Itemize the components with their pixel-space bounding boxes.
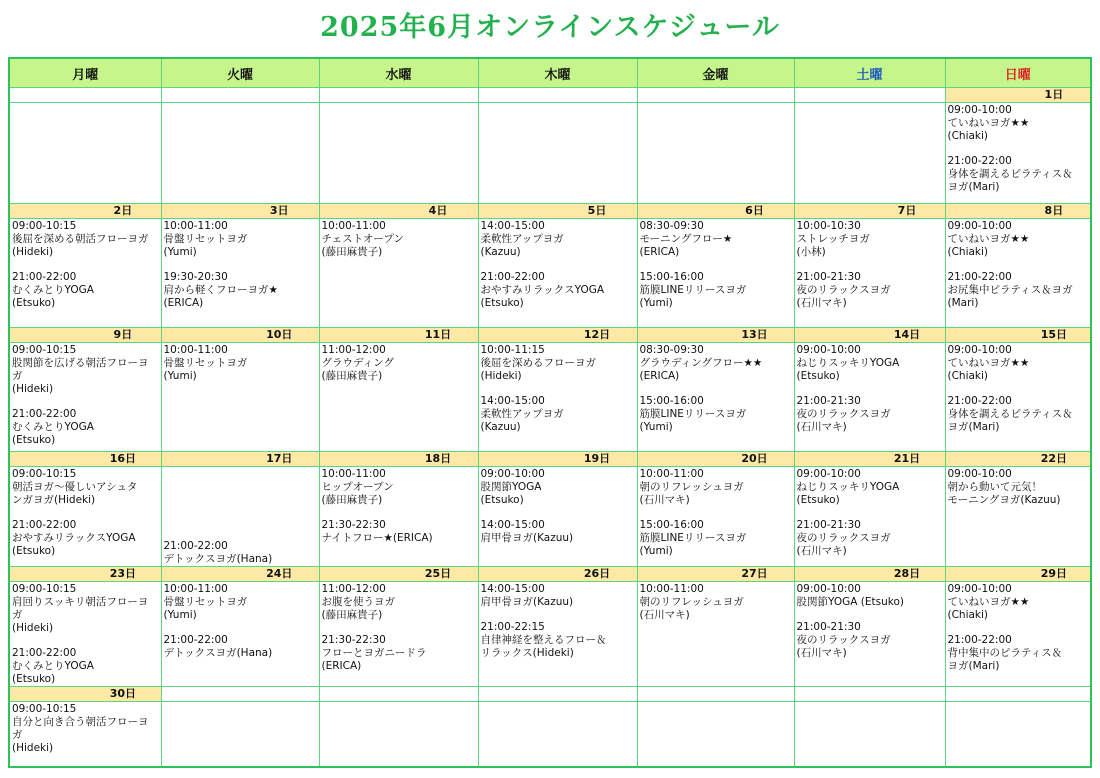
class-time: 21:30-22:30	[321, 519, 386, 531]
date-cell	[945, 328, 1091, 343]
date-cell	[319, 687, 478, 702]
class-entry[interactable]	[479, 270, 637, 310]
date-cell	[945, 204, 1091, 219]
class-time: 21:00-22:00	[12, 519, 77, 531]
class-entry[interactable]	[320, 343, 478, 383]
date-cell	[637, 567, 794, 582]
class-title: 骨盤リセットヨガ (Yumi)	[163, 357, 248, 382]
day-cell	[9, 582, 161, 687]
class-entry[interactable]	[479, 620, 637, 660]
class-time: 08:30-09:30	[639, 344, 704, 356]
class-entry[interactable]	[795, 394, 945, 434]
date-label: 3日	[269, 204, 289, 217]
class-time: 09:00-10:15	[12, 220, 77, 232]
date-label: 25日	[424, 567, 452, 580]
date-row	[9, 88, 1091, 103]
class-title: デトックスヨガ(Hana)	[163, 553, 273, 565]
class-entry[interactable]	[638, 343, 794, 383]
date-label: 11日	[424, 328, 452, 341]
date-label: 19日	[583, 452, 611, 465]
class-entry[interactable]	[795, 270, 945, 310]
date-label: 18日	[424, 452, 452, 465]
class-entry[interactable]	[479, 219, 637, 259]
class-entry[interactable]	[10, 582, 161, 635]
class-title: グラウディングフロー★★ (ERICA)	[639, 357, 763, 382]
date-cell	[161, 687, 319, 702]
class-time: 15:00-16:00	[639, 271, 704, 283]
date-label: 5日	[587, 204, 607, 217]
class-title: 後屈を深めるフローヨガ (Hideki)	[480, 357, 596, 382]
class-title: ヒップオープン (藤田麻貴子)	[321, 481, 394, 506]
date-cell	[161, 452, 319, 467]
date-label: 4日	[428, 204, 448, 217]
class-entry[interactable]	[946, 343, 1091, 383]
class-time: 21:00-22:00	[12, 647, 77, 659]
class-title: おやすみリラックスYOGA (Etsuko)	[12, 532, 136, 557]
date-label: 16日	[109, 452, 137, 465]
class-title: ねじりスッキリYOGA (Etsuko)	[796, 357, 900, 382]
class-entry[interactable]	[10, 270, 161, 310]
date-row	[9, 567, 1091, 582]
day-cell	[794, 702, 945, 768]
day-cell	[637, 103, 794, 204]
class-time: 09:00-10:15	[12, 703, 77, 715]
day-cell	[637, 702, 794, 768]
class-title: 股関節を広げる朝活フローヨガ (Hideki)	[12, 357, 149, 395]
class-title: 自律神経を整えるフロー＆ リラックス(Hideki)	[480, 634, 607, 659]
class-title: グラウディング (藤田麻貴子)	[321, 357, 394, 382]
day-cell	[478, 582, 637, 687]
date-label: 10日	[266, 328, 293, 341]
class-time: 10:00-11:00	[321, 468, 386, 480]
class-title: 肩回りスッキリ朝活フローヨガ (Hideki)	[12, 596, 149, 634]
day-cell	[319, 343, 478, 452]
class-entry[interactable]	[320, 633, 478, 673]
day-cell	[161, 467, 319, 567]
class-title: 身体を調えるピラティス＆ ヨガ(Mari)	[947, 168, 1073, 193]
day-cell	[637, 582, 794, 687]
date-cell	[319, 328, 478, 343]
class-entry[interactable]	[479, 343, 637, 383]
date-label: 9日	[113, 328, 133, 341]
weekday-friday: 金曜	[637, 58, 794, 88]
class-time: 10:00-11:00	[639, 468, 704, 480]
date-cell	[9, 204, 161, 219]
class-entry[interactable]	[10, 407, 161, 447]
date-label: 7日	[897, 204, 917, 217]
day-cell	[161, 103, 319, 204]
class-title: 後屈を深める朝活フローヨガ (Hideki)	[12, 233, 149, 258]
weekday-sunday: 日曜	[945, 58, 1091, 88]
class-entry[interactable]	[10, 646, 161, 686]
class-entry[interactable]	[479, 394, 637, 434]
date-cell	[945, 88, 1091, 103]
class-entry[interactable]	[795, 582, 945, 609]
class-title: 背中集中のピラティス＆ ヨガ(Mari)	[947, 647, 1063, 672]
class-time: 09:00-10:00	[947, 104, 1012, 116]
class-title: 朝活ヨガ～優しいアシュタ ンガヨガ(Hideki)	[12, 481, 138, 506]
class-title: 骨盤リセットヨガ (Yumi)	[163, 233, 248, 258]
class-entry[interactable]	[946, 394, 1091, 434]
class-entry[interactable]	[946, 633, 1091, 673]
date-label: 17日	[266, 452, 293, 465]
class-entry[interactable]	[320, 219, 478, 259]
date-cell	[161, 204, 319, 219]
date-cell	[637, 328, 794, 343]
date-row	[9, 687, 1091, 702]
class-time: 21:30-22:30	[321, 634, 386, 646]
date-cell	[478, 328, 637, 343]
day-cell	[161, 702, 319, 768]
date-cell	[319, 204, 478, 219]
class-entry[interactable]	[320, 518, 478, 545]
date-row	[9, 328, 1091, 343]
class-time: 21:00-22:00	[163, 540, 228, 552]
class-title: 肩甲骨ヨガ(Kazuu)	[480, 532, 574, 544]
class-time: 11:00-12:00	[321, 583, 386, 595]
date-cell	[794, 567, 945, 582]
class-time: 10:00-11:00	[163, 583, 228, 595]
class-entry[interactable]	[10, 702, 161, 755]
day-cell	[319, 467, 478, 567]
day-cell	[319, 582, 478, 687]
date-label: 15日	[1040, 328, 1068, 341]
date-cell	[945, 687, 1091, 702]
day-cell	[478, 467, 637, 567]
class-entry[interactable]	[479, 582, 637, 609]
day-cell	[9, 103, 161, 204]
date-cell	[637, 687, 794, 702]
date-label: 24日	[266, 567, 293, 580]
date-row	[9, 204, 1091, 219]
date-label: 8日	[1044, 204, 1064, 217]
date-row	[9, 452, 1091, 467]
class-title: 夜のリラックスヨガ (石川マキ)	[796, 532, 891, 557]
date-cell	[319, 567, 478, 582]
day-cell	[637, 467, 794, 567]
class-time: 21:00-22:00	[163, 634, 228, 646]
class-time: 21:00-22:00	[12, 408, 77, 420]
date-cell	[945, 567, 1091, 582]
date-label: 2日	[113, 204, 133, 217]
class-title: 朝から動いて元気！ モーニングヨガ(Kazuu)	[947, 481, 1061, 506]
day-cell	[9, 467, 161, 567]
class-time: 09:00-10:00	[796, 583, 861, 595]
class-row	[9, 343, 1091, 452]
class-time: 21:00-21:30	[796, 395, 861, 407]
date-cell	[161, 328, 319, 343]
date-cell	[161, 88, 319, 103]
class-title: 筋膜LINEリリースヨガ (Yumi)	[639, 408, 747, 433]
class-entry[interactable]	[946, 270, 1091, 310]
class-entry[interactable]	[946, 219, 1091, 259]
class-time: 21:00-22:00	[947, 395, 1012, 407]
class-title: 自分と向き合う朝活フローヨガ (Hideki)	[12, 716, 149, 754]
class-title: おやすみリラックスYOGA (Etsuko)	[480, 284, 605, 309]
class-entry[interactable]	[946, 582, 1091, 622]
date-cell	[794, 687, 945, 702]
weekday-tuesday: 火曜	[161, 58, 319, 88]
class-entry[interactable]	[638, 518, 794, 558]
class-title: お腹を使うヨガ (藤田麻貴子)	[321, 596, 395, 621]
class-entry[interactable]	[638, 582, 794, 622]
weekday-thursday: 木曜	[478, 58, 637, 88]
class-title: ストレッチヨガ (小林)	[796, 233, 870, 258]
date-cell	[945, 452, 1091, 467]
class-row	[9, 103, 1091, 204]
class-time: 15:00-16:00	[639, 519, 704, 531]
class-time: 19:30-20:30	[163, 271, 228, 283]
date-cell	[478, 687, 637, 702]
day-cell	[319, 103, 478, 204]
class-time: 09:00-10:00	[947, 344, 1012, 356]
date-cell	[637, 88, 794, 103]
day-cell	[794, 467, 945, 567]
class-time: 10:00-10:30	[796, 220, 861, 232]
schedule-calendar	[8, 57, 1092, 768]
class-entry[interactable]	[10, 518, 161, 558]
day-cell	[161, 343, 319, 452]
day-cell	[794, 219, 945, 328]
class-title: 股関節YOGA (Etsuko)	[796, 596, 904, 608]
class-time: 09:00-10:00	[947, 583, 1012, 595]
class-time: 21:00-21:30	[796, 271, 861, 283]
class-entry[interactable]	[162, 539, 319, 566]
class-entry[interactable]	[795, 518, 945, 558]
class-time: 11:00-12:00	[321, 344, 386, 356]
date-cell	[9, 328, 161, 343]
class-title: 朝のリフレッシュヨガ (石川マキ)	[639, 481, 744, 506]
date-cell	[9, 452, 161, 467]
date-label: 23日	[109, 567, 137, 580]
class-row	[9, 702, 1091, 768]
day-cell	[478, 103, 637, 204]
class-title: 身体を調えるピラティス＆ ヨガ(Mari)	[947, 408, 1073, 433]
day-cell	[478, 219, 637, 328]
class-time: 15:00-16:00	[639, 395, 704, 407]
class-title: 肩から軽くフローヨガ★ (ERICA)	[163, 284, 278, 309]
class-title: むくみとりYOGA (Etsuko)	[12, 660, 94, 685]
date-cell	[794, 204, 945, 219]
day-cell	[794, 343, 945, 452]
date-cell	[637, 204, 794, 219]
class-time: 21:00-21:30	[796, 519, 861, 531]
class-time: 08:30-09:30	[639, 220, 704, 232]
class-time: 21:00-22:00	[480, 271, 545, 283]
date-label: 22日	[1040, 452, 1068, 465]
class-time: 09:00-10:15	[12, 468, 77, 480]
class-title: ていねいヨガ★★ (Chiaki)	[947, 357, 1030, 382]
weekday-wednesday: 水曜	[319, 58, 478, 88]
date-label: 1日	[1044, 88, 1064, 101]
weekday-header-row	[9, 58, 1091, 88]
class-entry[interactable]	[10, 219, 161, 259]
class-time: 09:00-10:00	[480, 468, 545, 480]
day-cell	[478, 343, 637, 452]
date-cell	[478, 452, 637, 467]
date-label: 13日	[741, 328, 768, 341]
class-entry[interactable]	[638, 270, 794, 310]
class-entry[interactable]	[795, 219, 945, 259]
class-title: むくみとりYOGA (Etsuko)	[12, 421, 94, 446]
class-time: 21:00-22:15	[480, 621, 545, 633]
class-title: 夜のリラックスヨガ (石川マキ)	[796, 408, 891, 433]
day-cell	[637, 219, 794, 328]
class-time: 10:00-11:15	[480, 344, 545, 356]
class-title: 骨盤リセットヨガ (Yumi)	[163, 596, 248, 621]
class-time: 10:00-11:00	[321, 220, 386, 232]
class-row	[9, 219, 1091, 328]
class-title: 肩甲骨ヨガ(Kazuu)	[480, 596, 574, 608]
class-title: お尻集中ピラティス＆ヨガ (Mari)	[947, 284, 1073, 309]
class-row	[9, 582, 1091, 687]
day-cell	[945, 582, 1091, 687]
class-entry[interactable]	[10, 467, 161, 507]
day-cell	[319, 702, 478, 768]
class-title: フローとヨガニードラ (ERICA)	[321, 647, 427, 672]
class-entry[interactable]	[162, 270, 319, 310]
class-entry[interactable]	[162, 582, 319, 622]
date-label: 29日	[1040, 567, 1068, 580]
date-cell	[9, 88, 161, 103]
class-time: 10:00-11:00	[163, 344, 228, 356]
class-entry[interactable]	[162, 633, 319, 660]
day-cell	[945, 343, 1091, 452]
class-entry[interactable]	[946, 154, 1091, 194]
class-time: 14:00-15:00	[480, 395, 545, 407]
schedule-title: 2025年6月オンラインスケジュール	[320, 12, 780, 43]
class-entry[interactable]	[320, 467, 478, 507]
class-time: 21:00-21:30	[796, 621, 861, 633]
date-cell	[794, 328, 945, 343]
class-entry[interactable]	[320, 582, 478, 622]
class-entry[interactable]	[638, 467, 794, 507]
date-label: 6日	[745, 204, 764, 217]
class-time: 14:00-15:00	[480, 583, 545, 595]
day-cell	[319, 219, 478, 328]
class-title: 夜のリラックスヨガ (石川マキ)	[796, 634, 891, 659]
date-cell	[478, 88, 637, 103]
class-title: 股関節YOGA (Etsuko)	[480, 481, 542, 506]
class-title: むくみとりYOGA (Etsuko)	[12, 284, 94, 309]
class-time: 09:00-10:00	[796, 468, 861, 480]
date-label: 12日	[583, 328, 611, 341]
class-title: ていねいヨガ★★ (Chiaki)	[947, 596, 1030, 621]
class-time: 21:00-22:00	[947, 155, 1012, 167]
date-cell	[478, 204, 637, 219]
weekday-monday: 月曜	[9, 58, 161, 88]
day-cell	[9, 343, 161, 452]
date-label: 21日	[893, 452, 921, 465]
date-cell	[794, 452, 945, 467]
date-cell	[319, 452, 478, 467]
class-entry[interactable]	[162, 219, 319, 259]
class-time: 09:00-10:00	[796, 344, 861, 356]
class-entry[interactable]	[946, 103, 1091, 143]
class-entry[interactable]	[795, 620, 945, 660]
class-title: 朝のリフレッシュヨガ (石川マキ)	[639, 596, 744, 621]
class-title: ねじりスッキリYOGA (Etsuko)	[796, 481, 900, 506]
class-time: 10:00-11:00	[639, 583, 704, 595]
class-time: 10:00-11:00	[163, 220, 228, 232]
class-time: 21:00-22:00	[947, 634, 1012, 646]
class-entry[interactable]	[10, 343, 161, 396]
day-cell	[945, 702, 1091, 768]
class-time: 09:00-10:00	[947, 220, 1012, 232]
class-entry[interactable]	[162, 343, 319, 383]
class-time: 21:00-22:00	[12, 271, 77, 283]
class-title: 柔軟性アップヨガ (Kazuu)	[480, 408, 564, 433]
day-cell	[9, 702, 161, 768]
day-cell	[9, 219, 161, 328]
weekday-saturday: 土曜	[794, 58, 945, 88]
calendar-weeks	[9, 88, 1091, 768]
class-entry[interactable]	[795, 343, 945, 383]
class-title: ていねいヨガ★★ (Chiaki)	[947, 233, 1030, 258]
date-label: 30日	[109, 687, 137, 700]
day-cell	[161, 582, 319, 687]
class-title: 夜のリラックスヨガ (石川マキ)	[796, 284, 891, 309]
day-cell	[637, 343, 794, 452]
class-time: 09:00-10:15	[12, 583, 77, 595]
class-title: モーニングフロー★ (ERICA)	[639, 233, 733, 258]
date-label: 14日	[893, 328, 921, 341]
class-title: 筋膜LINEリリースヨガ (Yumi)	[639, 284, 747, 309]
class-entry[interactable]	[638, 219, 794, 259]
class-entry[interactable]	[479, 518, 637, 545]
day-cell	[945, 103, 1091, 204]
class-title: 筋膜LINEリリースヨガ (Yumi)	[639, 532, 747, 557]
class-entry[interactable]	[479, 467, 637, 507]
date-cell	[9, 567, 161, 582]
class-time: 14:00-15:00	[480, 519, 545, 531]
class-title: デトックスヨガ(Hana)	[163, 647, 273, 659]
date-label: 27日	[741, 567, 768, 580]
class-entry[interactable]	[638, 394, 794, 434]
day-cell	[945, 219, 1091, 328]
day-cell	[794, 582, 945, 687]
class-entry[interactable]	[795, 467, 945, 507]
date-cell	[637, 452, 794, 467]
class-row	[9, 467, 1091, 567]
day-cell	[161, 219, 319, 328]
class-title: 柔軟性アップヨガ (Kazuu)	[480, 233, 564, 258]
class-time: 21:00-22:00	[947, 271, 1012, 283]
date-cell	[794, 88, 945, 103]
day-cell	[478, 702, 637, 768]
date-cell	[9, 687, 161, 702]
class-title: ていねいヨガ★★ (Chiaki)	[947, 117, 1030, 142]
day-cell	[945, 467, 1091, 567]
class-title: チェストオープン (藤田麻貴子)	[321, 233, 404, 258]
date-label: 26日	[583, 567, 611, 580]
class-time: 09:00-10:00	[947, 468, 1012, 480]
date-cell	[478, 567, 637, 582]
class-time: 14:00-15:00	[480, 220, 545, 232]
date-cell	[161, 567, 319, 582]
date-cell	[319, 88, 478, 103]
class-entry[interactable]	[946, 467, 1091, 507]
date-label: 28日	[893, 567, 921, 580]
class-title: ナイトフロー★(ERICA)	[321, 532, 433, 544]
day-cell	[794, 103, 945, 204]
date-label: 20日	[741, 452, 768, 465]
class-time: 09:00-10:15	[12, 344, 77, 356]
